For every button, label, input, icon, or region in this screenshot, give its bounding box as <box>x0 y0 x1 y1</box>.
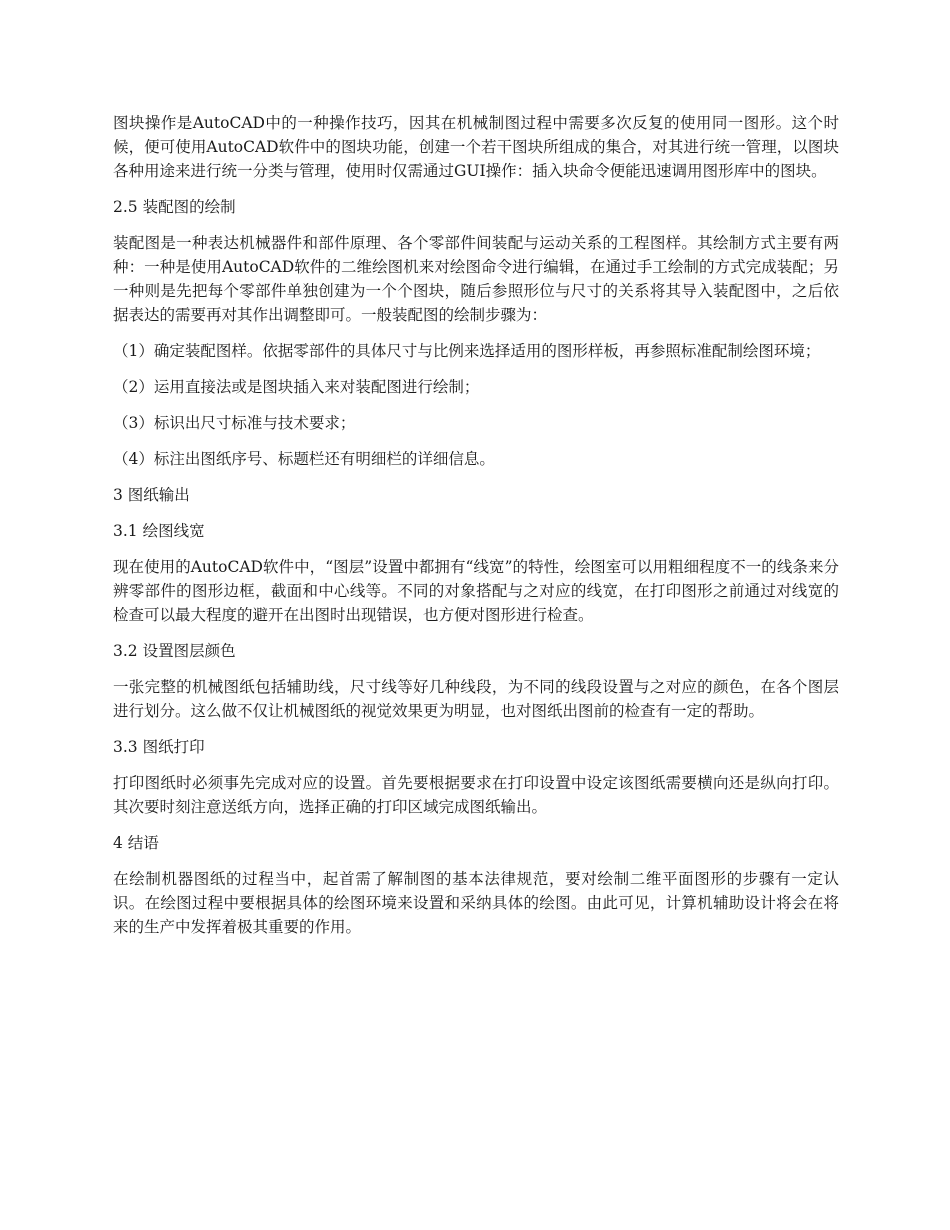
paragraph-layer-color: 一张完整的机械图纸包括辅助线，尺寸线等好几种线段，为不同的线段设置与之对应的颜色，在各个图层进行划分。这么做不仅让机械图纸的视觉效果更为明显，也对图纸出图前的检查有一定的帮助。 <box>113 678 839 720</box>
section-heading-3-1: 3.1 绘图线宽 <box>113 522 205 540</box>
paragraph-conclusion: 在绘制机器图纸的过程当中，起首需了解制图的基本法律规范，要对绘制二维平面图形的步骤有一定认识。在绘图过程中要根据具体的绘图环境来设置和采纳具体的绘图。由此可见，计算机辅助设计将会在将来的生产中发挥着极其重要的作用。 <box>113 870 839 936</box>
section-heading-3-3: 3.3 图纸打印 <box>113 738 205 756</box>
section-heading-2-5: 2.5 装配图的绘制 <box>113 198 236 216</box>
step-2: （2）运用直接法或是图块插入来对装配图进行绘制； <box>113 378 480 396</box>
section-heading-3: 3 图纸输出 <box>113 486 190 504</box>
document-body <box>113 111 839 951</box>
paragraph-block-operation: 图块操作是AutoCAD中的一种操作技巧，因其在机械制图过程中需要多次反复的使用同一图形。这个时候，便可使用AutoCAD软件中的图块功能，创建一个若干图块所组成的集合，对其进行统一管理，以图块各种用途来进行统一分类与管理，使用时仅需通过GUI操作：插入块命令便能迅速调用图形库中的图块。 <box>113 114 839 180</box>
section-heading-4: 4 结语 <box>113 834 159 852</box>
section-heading-3-2: 3.2 设置图层颜色 <box>113 642 236 660</box>
paragraph-line-width: 现在使用的AutoCAD软件中，“图层”设置中都拥有“线宽”的特性，绘图室可以用粗细程度不一的线条来分辨零部件的图形边框，截面和中心线等。不同的对象搭配与之对应的线宽，在打印图形之前通过对线宽的检查可以最大程度的避开在出图时出现错误，也方便对图形进行检查。 <box>113 558 839 624</box>
step-1: （1）确定装配图样。依据零部件的具体尺寸与比例来选择适用的图形样板，再参照标准配制绘图环境； <box>113 342 821 360</box>
step-4: （4）标注出图纸序号、标题栏还有明细栏的详细信息。 <box>113 450 495 468</box>
paragraph-assembly-drawing: 装配图是一种表达机械器件和部件原理、各个零部件间装配与运动关系的工程图样。其绘制方式主要有两种：一种是使用AutoCAD软件的二维绘图机来对绘图命令进行编辑，在通过手工绘制的方式完成装配；另一种则是先把每个零部件单独创建为一个个图块，随后参照形位与尺寸的关系将其导入装配图中，之后依据表达的需要再对其作出调整即可。一般装配图的绘制步骤为： <box>113 234 839 324</box>
step-3: （3）标识出尺寸标准与技术要求； <box>113 414 356 432</box>
paragraph-drawing-print: 打印图纸时必须事先完成对应的设置。首先要根据要求在打印设置中设定该图纸需要横向还是纵向打印。其次要时刻注意送纸方向，选择正确的打印区域完成图纸输出。 <box>113 774 839 816</box>
